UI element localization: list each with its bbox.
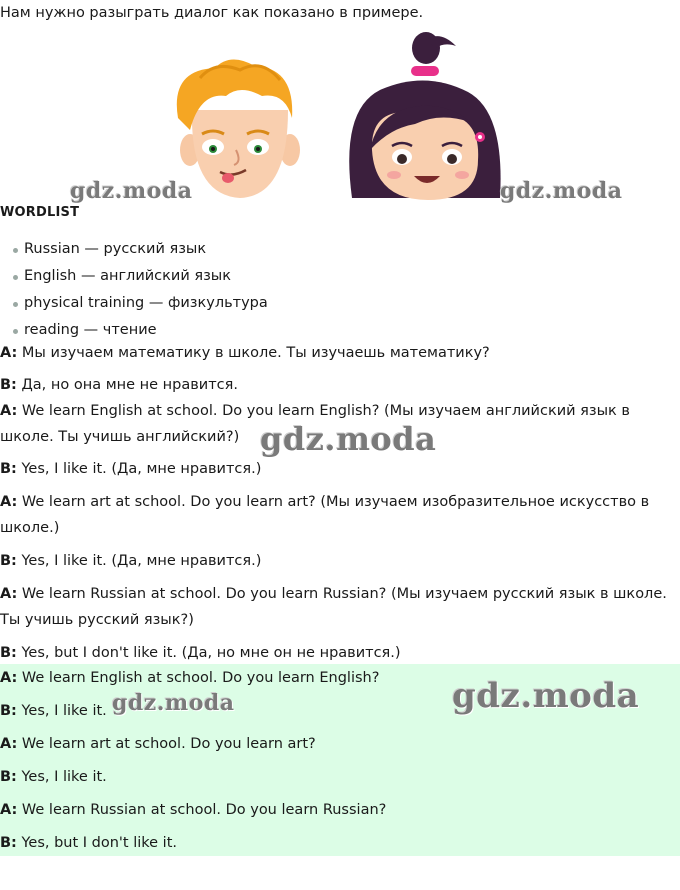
dialog-text: We learn art at school. Do you learn art? [21, 736, 316, 752]
speaker-label: B: [0, 645, 17, 661]
speaker-label: A: [0, 586, 18, 602]
list-item: English — английский язык [12, 265, 268, 292]
speaker-label: B: [0, 769, 17, 785]
speaker-label: A: [0, 494, 18, 510]
dialog-line [0, 456, 676, 482]
dialog-line [0, 340, 676, 366]
speaker-label: B: [0, 553, 17, 569]
speaker-label: B: [0, 377, 17, 393]
dialog-line [0, 640, 676, 666]
speaker-label: A: [0, 736, 18, 752]
dialog-line [0, 731, 676, 757]
wordlist [12, 238, 268, 346]
dialog-text: We learn Russian at school. Do you learn Russian? [21, 802, 387, 818]
dialog-line [0, 797, 676, 823]
speaker-label: A: [0, 802, 18, 818]
dialog-text: Yes, I like it. [21, 703, 107, 719]
kids-illustration [0, 30, 680, 202]
watermark: gdz.moda [260, 420, 437, 458]
speaker-label: A: [0, 345, 18, 361]
dialog-text: Yes, I like it. (Да, мне нравится.) [21, 461, 262, 477]
dialog-text: We learn English at school. Do you learn English? [21, 670, 380, 686]
watermark: gdz.moda [70, 178, 193, 204]
dialog-line [0, 830, 676, 856]
dialog-text: Yes, but I don't like it. (Да, но мне он не нравится.) [21, 645, 401, 661]
intro-text: Нам нужно разыграть диалог как показано в примере. [0, 5, 424, 21]
speaker-label: A: [0, 670, 18, 686]
speaker-label: B: [0, 703, 17, 719]
watermark: gdz.moda [452, 676, 640, 716]
girl-face [349, 32, 500, 200]
list-item: physical training — физкультура [12, 292, 268, 319]
dialog-text: We learn art at school. Do you learn art? (Мы изучаем изобразительное искусство в школе.) [0, 494, 650, 536]
dialog-line [0, 581, 676, 633]
watermark: gdz.moda [112, 690, 235, 716]
dialog-line [0, 764, 676, 790]
dialog-text: Мы изучаем математику в школе. Ты изучаешь математику? [21, 345, 490, 361]
watermark: gdz.moda [500, 178, 623, 204]
wordlist-title: WORDLIST [0, 205, 80, 220]
dialog-line [0, 548, 676, 574]
speaker-label: A: [0, 403, 18, 419]
dialog-line [0, 372, 676, 398]
dialog-text: We learn Russian at school. Do you learn Russian? (Мы изучаем русский язык в школе. Ты учишь русский язык?) [0, 586, 667, 628]
dialog-text: Yes, I like it. (Да, мне нравится.) [21, 553, 262, 569]
dialog-text: Yes, I like it. [21, 769, 107, 785]
list-item: reading — чтение [12, 319, 268, 346]
list-item: Russian — русский язык [12, 238, 268, 265]
speaker-label: B: [0, 461, 17, 477]
dialog-text: We learn English at school. Do you learn English? (Мы изучаем английский язык в школе. Ты учишь английский?) [0, 403, 630, 445]
dialog-text: Да, но она мне не нравится. [21, 377, 238, 393]
boy-face [177, 59, 300, 198]
speaker-label: B: [0, 835, 17, 851]
dialog-line [0, 489, 676, 541]
dialog-text: Yes, but I don't like it. [21, 835, 178, 851]
